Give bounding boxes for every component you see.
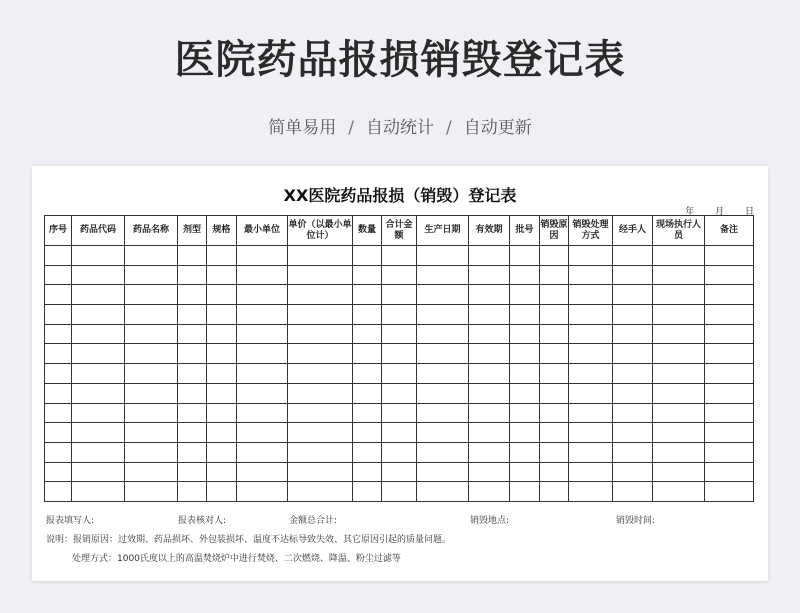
- table-cell[interactable]: [125, 423, 178, 443]
- table-cell[interactable]: [125, 265, 178, 285]
- table-cell[interactable]: [382, 482, 417, 502]
- table-cell[interactable]: [653, 305, 705, 325]
- table-cell[interactable]: [45, 305, 72, 325]
- table-cell[interactable]: [569, 462, 613, 482]
- table-cell[interactable]: [237, 403, 288, 423]
- table-cell[interactable]: [288, 364, 353, 384]
- date-year: 年: [685, 207, 695, 217]
- table-cell[interactable]: [353, 383, 382, 403]
- table-cell[interactable]: [382, 324, 417, 344]
- table-cell[interactable]: [178, 324, 207, 344]
- table-cell[interactable]: [353, 285, 382, 305]
- table-cell[interactable]: [417, 423, 469, 443]
- table-cell[interactable]: [288, 462, 353, 482]
- table-cell[interactable]: [569, 423, 613, 443]
- table-cell[interactable]: [417, 344, 469, 364]
- table-cell[interactable]: [72, 265, 125, 285]
- table-cell[interactable]: [125, 383, 178, 403]
- table-cell[interactable]: [288, 324, 353, 344]
- table-cell[interactable]: [510, 344, 540, 364]
- table-cell[interactable]: [510, 324, 540, 344]
- table-cell[interactable]: [353, 246, 382, 266]
- table-cell[interactable]: [207, 265, 237, 285]
- table-cell[interactable]: [540, 403, 569, 423]
- table-cell[interactable]: [705, 285, 754, 305]
- table-cell[interactable]: [125, 482, 178, 502]
- table-row: [45, 462, 754, 482]
- table-cell[interactable]: [288, 423, 353, 443]
- table-cell[interactable]: [207, 442, 237, 462]
- table-cell[interactable]: [705, 482, 754, 502]
- subtitle-easy: 简单易用: [268, 118, 337, 138]
- table-cell[interactable]: [510, 383, 540, 403]
- table-cell[interactable]: [237, 364, 288, 384]
- table-cell[interactable]: [288, 344, 353, 364]
- table-cell[interactable]: [288, 403, 353, 423]
- table-cell[interactable]: [237, 383, 288, 403]
- table-cell[interactable]: [540, 462, 569, 482]
- table-cell[interactable]: [540, 383, 569, 403]
- table-cell[interactable]: [207, 285, 237, 305]
- table-cell[interactable]: [569, 305, 613, 325]
- table-row: [45, 246, 754, 266]
- table-cell[interactable]: [178, 265, 207, 285]
- table-cell[interactable]: [540, 423, 569, 443]
- table-cell[interactable]: [45, 246, 72, 266]
- table-cell[interactable]: [207, 324, 237, 344]
- table-cell[interactable]: [705, 265, 754, 285]
- table-cell[interactable]: [288, 383, 353, 403]
- subtitle-separator: /: [348, 118, 354, 138]
- table-cell[interactable]: [207, 482, 237, 502]
- table-row: [45, 285, 754, 305]
- table-cell[interactable]: [353, 324, 382, 344]
- table-cell[interactable]: [613, 423, 653, 443]
- table-cell[interactable]: [705, 462, 754, 482]
- table-cell[interactable]: [653, 364, 705, 384]
- table-cell[interactable]: [178, 344, 207, 364]
- table-cell[interactable]: [613, 403, 653, 423]
- table-cell[interactable]: [72, 442, 125, 462]
- table-cell[interactable]: [417, 246, 469, 266]
- table-cell[interactable]: [705, 442, 754, 462]
- table-cell[interactable]: [178, 246, 207, 266]
- table-cell[interactable]: [653, 246, 705, 266]
- table-cell[interactable]: [237, 482, 288, 502]
- column-header: 规格: [207, 216, 237, 246]
- table-cell[interactable]: [125, 364, 178, 384]
- table-cell[interactable]: [178, 482, 207, 502]
- table-cell[interactable]: [569, 364, 613, 384]
- checker-label: 报表核对人:: [178, 516, 227, 526]
- table-cell[interactable]: [540, 305, 569, 325]
- table-cell[interactable]: [72, 383, 125, 403]
- table-cell[interactable]: [207, 364, 237, 384]
- table-cell[interactable]: [45, 482, 72, 502]
- table-cell[interactable]: [288, 442, 353, 462]
- table-cell[interactable]: [705, 246, 754, 266]
- table-cell[interactable]: [569, 265, 613, 285]
- table-cell[interactable]: [653, 285, 705, 305]
- table-cell[interactable]: [613, 462, 653, 482]
- table-cell[interactable]: [469, 423, 510, 443]
- table-cell[interactable]: [569, 403, 613, 423]
- column-header: 销毁处理方式: [569, 216, 613, 246]
- table-cell[interactable]: [125, 462, 178, 482]
- table-cell[interactable]: [469, 462, 510, 482]
- table-cell[interactable]: [540, 442, 569, 462]
- table-cell[interactable]: [653, 344, 705, 364]
- table-cell[interactable]: [417, 324, 469, 344]
- table-cell[interactable]: [510, 442, 540, 462]
- table-cell[interactable]: [613, 246, 653, 266]
- column-header: 单价（以最小单位计）: [288, 216, 353, 246]
- table-cell[interactable]: [705, 423, 754, 443]
- table-cell[interactable]: [510, 305, 540, 325]
- column-header: 药品代码: [72, 216, 125, 246]
- table-cell[interactable]: [72, 423, 125, 443]
- table-cell[interactable]: [469, 344, 510, 364]
- table-cell[interactable]: [613, 344, 653, 364]
- table-cell[interactable]: [510, 364, 540, 384]
- table-cell[interactable]: [569, 285, 613, 305]
- table-cell[interactable]: [353, 265, 382, 285]
- table-cell[interactable]: [613, 265, 653, 285]
- table-cell[interactable]: [178, 285, 207, 305]
- table-cell[interactable]: [237, 324, 288, 344]
- table-cell[interactable]: [353, 462, 382, 482]
- table-cell[interactable]: [72, 482, 125, 502]
- table-cell[interactable]: [705, 383, 754, 403]
- table-cell[interactable]: [613, 364, 653, 384]
- table-cell[interactable]: [45, 442, 72, 462]
- table-cell[interactable]: [417, 265, 469, 285]
- table-cell[interactable]: [469, 246, 510, 266]
- table-cell[interactable]: [417, 383, 469, 403]
- table-cell[interactable]: [653, 442, 705, 462]
- table-cell[interactable]: [178, 305, 207, 325]
- column-header: 备注: [705, 216, 754, 246]
- column-header: 生产日期: [417, 216, 469, 246]
- table-cell[interactable]: [653, 324, 705, 344]
- table-cell[interactable]: [653, 403, 705, 423]
- column-header: 有效期: [469, 216, 510, 246]
- table-cell[interactable]: [569, 324, 613, 344]
- table-cell[interactable]: [613, 383, 653, 403]
- table-cell[interactable]: [382, 403, 417, 423]
- table-cell[interactable]: [207, 383, 237, 403]
- table-cell[interactable]: [510, 265, 540, 285]
- table-cell[interactable]: [469, 482, 510, 502]
- table-cell[interactable]: [207, 423, 237, 443]
- table-cell[interactable]: [125, 442, 178, 462]
- table-cell[interactable]: [237, 265, 288, 285]
- table-cell[interactable]: [382, 344, 417, 364]
- table-cell[interactable]: [353, 364, 382, 384]
- table-cell[interactable]: [510, 423, 540, 443]
- table-cell[interactable]: [417, 442, 469, 462]
- table-row: [45, 265, 754, 285]
- table-cell[interactable]: [540, 265, 569, 285]
- table-cell[interactable]: [613, 482, 653, 502]
- table-cell[interactable]: [288, 285, 353, 305]
- table-cell[interactable]: [569, 442, 613, 462]
- table-cell[interactable]: [653, 482, 705, 502]
- table-cell[interactable]: [540, 482, 569, 502]
- table-cell[interactable]: [469, 442, 510, 462]
- table-cell[interactable]: [569, 344, 613, 364]
- banner-subtitle: [0, 113, 800, 138]
- time-label: 销毁时间:: [616, 516, 656, 526]
- sheet-title: XX医院药品报损（销毁）登记表: [283, 186, 517, 205]
- table-cell[interactable]: [613, 305, 653, 325]
- table-cell[interactable]: [569, 482, 613, 502]
- table-row: [45, 305, 754, 325]
- table-cell[interactable]: [382, 265, 417, 285]
- table-cell[interactable]: [125, 344, 178, 364]
- note-method: 处理方式：1000氏度以上的高温焚烧炉中进行焚烧、二次燃烧、降温、粉尘过滤等: [72, 554, 401, 564]
- table-cell[interactable]: [45, 462, 72, 482]
- table-cell[interactable]: [382, 462, 417, 482]
- column-header: 批号: [510, 216, 540, 246]
- table-cell[interactable]: [469, 285, 510, 305]
- table-cell[interactable]: [45, 344, 72, 364]
- table-cell[interactable]: [45, 364, 72, 384]
- column-header: 合计金额: [382, 216, 417, 246]
- table-cell[interactable]: [45, 383, 72, 403]
- subtitle-auto-update: 自动更新: [463, 118, 532, 138]
- subtitle-auto-stat: 自动统计: [366, 118, 434, 138]
- column-header: 药品名称: [125, 216, 178, 246]
- table-cell[interactable]: [382, 285, 417, 305]
- table-cell[interactable]: [288, 305, 353, 325]
- table-header-row: [45, 216, 754, 246]
- table-cell[interactable]: [237, 462, 288, 482]
- table-cell[interactable]: [237, 246, 288, 266]
- table-cell[interactable]: [382, 442, 417, 462]
- date-day: 日: [744, 207, 754, 217]
- table-cell[interactable]: [72, 285, 125, 305]
- table-row: [45, 403, 754, 423]
- table-cell[interactable]: [353, 403, 382, 423]
- table-cell[interactable]: [510, 403, 540, 423]
- total-amount-label: 金额总合计:: [289, 516, 338, 526]
- table-cell[interactable]: [125, 305, 178, 325]
- table-cell[interactable]: [417, 482, 469, 502]
- table-cell[interactable]: [178, 462, 207, 482]
- table-cell[interactable]: [353, 423, 382, 443]
- column-header: 销毁原因: [540, 216, 569, 246]
- table-cell[interactable]: [353, 305, 382, 325]
- table-row: [45, 383, 754, 403]
- table-cell[interactable]: [72, 364, 125, 384]
- table-cell[interactable]: [653, 462, 705, 482]
- table-cell[interactable]: [540, 324, 569, 344]
- column-header: 现场执行人员: [653, 216, 705, 246]
- table-cell[interactable]: [382, 364, 417, 384]
- table-cell[interactable]: [417, 462, 469, 482]
- table-cell[interactable]: [469, 305, 510, 325]
- table-cell[interactable]: [469, 383, 510, 403]
- register-table: [44, 215, 754, 502]
- table-cell[interactable]: [45, 285, 72, 305]
- table-cell[interactable]: [469, 403, 510, 423]
- table-cell[interactable]: [705, 344, 754, 364]
- filler-label: 报表填写人:: [46, 516, 95, 526]
- table-cell[interactable]: [72, 246, 125, 266]
- table-cell[interactable]: [705, 324, 754, 344]
- location-label: 销毁地点:: [470, 516, 510, 526]
- note-reasons: 说明：报销原因：过效期、药品损坏、外包装损坏、温度不达标导致失效、其它原因引起的质量问题。: [46, 535, 452, 545]
- table-row: [45, 442, 754, 462]
- column-header: 数量: [353, 216, 382, 246]
- date-month: 月: [715, 207, 725, 217]
- table-row: [45, 364, 754, 384]
- table-cell[interactable]: [45, 403, 72, 423]
- table-cell[interactable]: [382, 246, 417, 266]
- form-sheet: [32, 166, 768, 581]
- table-cell[interactable]: [178, 403, 207, 423]
- table-cell[interactable]: [417, 403, 469, 423]
- table-cell[interactable]: [569, 246, 613, 266]
- table-cell[interactable]: [237, 285, 288, 305]
- table-cell[interactable]: [653, 423, 705, 443]
- table-cell[interactable]: [353, 344, 382, 364]
- table-cell[interactable]: [125, 324, 178, 344]
- table-cell[interactable]: [178, 364, 207, 384]
- column-header: 剂型: [178, 216, 207, 246]
- table-row: [45, 344, 754, 364]
- table-cell[interactable]: [469, 324, 510, 344]
- table-cell[interactable]: [288, 265, 353, 285]
- table-cell[interactable]: [510, 462, 540, 482]
- table-cell[interactable]: [125, 285, 178, 305]
- table-cell[interactable]: [125, 403, 178, 423]
- column-header: 经手人: [613, 216, 653, 246]
- table-cell[interactable]: [353, 442, 382, 462]
- banner-title: 医院药品报损销毁登记表: [174, 37, 626, 83]
- table-cell[interactable]: [207, 403, 237, 423]
- table-cell[interactable]: [72, 403, 125, 423]
- table-cell[interactable]: [540, 344, 569, 364]
- table-cell[interactable]: [72, 324, 125, 344]
- table-cell[interactable]: [72, 344, 125, 364]
- table-cell[interactable]: [178, 383, 207, 403]
- table-cell[interactable]: [207, 305, 237, 325]
- table-cell[interactable]: [45, 265, 72, 285]
- table-cell[interactable]: [45, 324, 72, 344]
- table-cell[interactable]: [653, 265, 705, 285]
- table-row: [45, 324, 754, 344]
- table-cell[interactable]: [125, 246, 178, 266]
- table-cell[interactable]: [613, 324, 653, 344]
- table-cell[interactable]: [178, 442, 207, 462]
- table-cell[interactable]: [72, 462, 125, 482]
- table-cell[interactable]: [705, 403, 754, 423]
- table-cell[interactable]: [382, 423, 417, 443]
- table-cell[interactable]: [613, 285, 653, 305]
- column-header: 最小单位: [237, 216, 288, 246]
- table-cell[interactable]: [510, 246, 540, 266]
- table-cell[interactable]: [569, 383, 613, 403]
- table-cell[interactable]: [417, 285, 469, 305]
- column-header: 序号: [45, 216, 72, 246]
- table-cell[interactable]: [45, 423, 72, 443]
- table-cell[interactable]: [653, 383, 705, 403]
- table-cell[interactable]: [207, 462, 237, 482]
- table-cell[interactable]: [178, 423, 207, 443]
- table-body: [45, 246, 754, 502]
- table-cell[interactable]: [705, 305, 754, 325]
- table-cell[interactable]: [510, 285, 540, 305]
- table-cell[interactable]: [540, 285, 569, 305]
- table-cell[interactable]: [510, 482, 540, 502]
- table-cell[interactable]: [207, 344, 237, 364]
- table-cell[interactable]: [469, 265, 510, 285]
- table-row: [45, 482, 754, 502]
- subtitle-separator: /: [446, 118, 452, 138]
- table-cell[interactable]: [469, 364, 510, 384]
- table-cell[interactable]: [207, 246, 237, 266]
- table-cell[interactable]: [237, 423, 288, 443]
- table-row: [45, 423, 754, 443]
- table-cell[interactable]: [237, 305, 288, 325]
- table-cell[interactable]: [353, 482, 382, 502]
- table-cell[interactable]: [237, 442, 288, 462]
- table-cell[interactable]: [237, 344, 288, 364]
- table-cell[interactable]: [540, 246, 569, 266]
- table-cell[interactable]: [72, 305, 125, 325]
- table-cell[interactable]: [705, 364, 754, 384]
- table-cell[interactable]: [382, 305, 417, 325]
- table-cell[interactable]: [417, 305, 469, 325]
- table-cell[interactable]: [417, 364, 469, 384]
- table-cell[interactable]: [613, 442, 653, 462]
- table-cell[interactable]: [288, 246, 353, 266]
- table-cell[interactable]: [382, 383, 417, 403]
- table-cell[interactable]: [288, 482, 353, 502]
- table-cell[interactable]: [540, 364, 569, 384]
